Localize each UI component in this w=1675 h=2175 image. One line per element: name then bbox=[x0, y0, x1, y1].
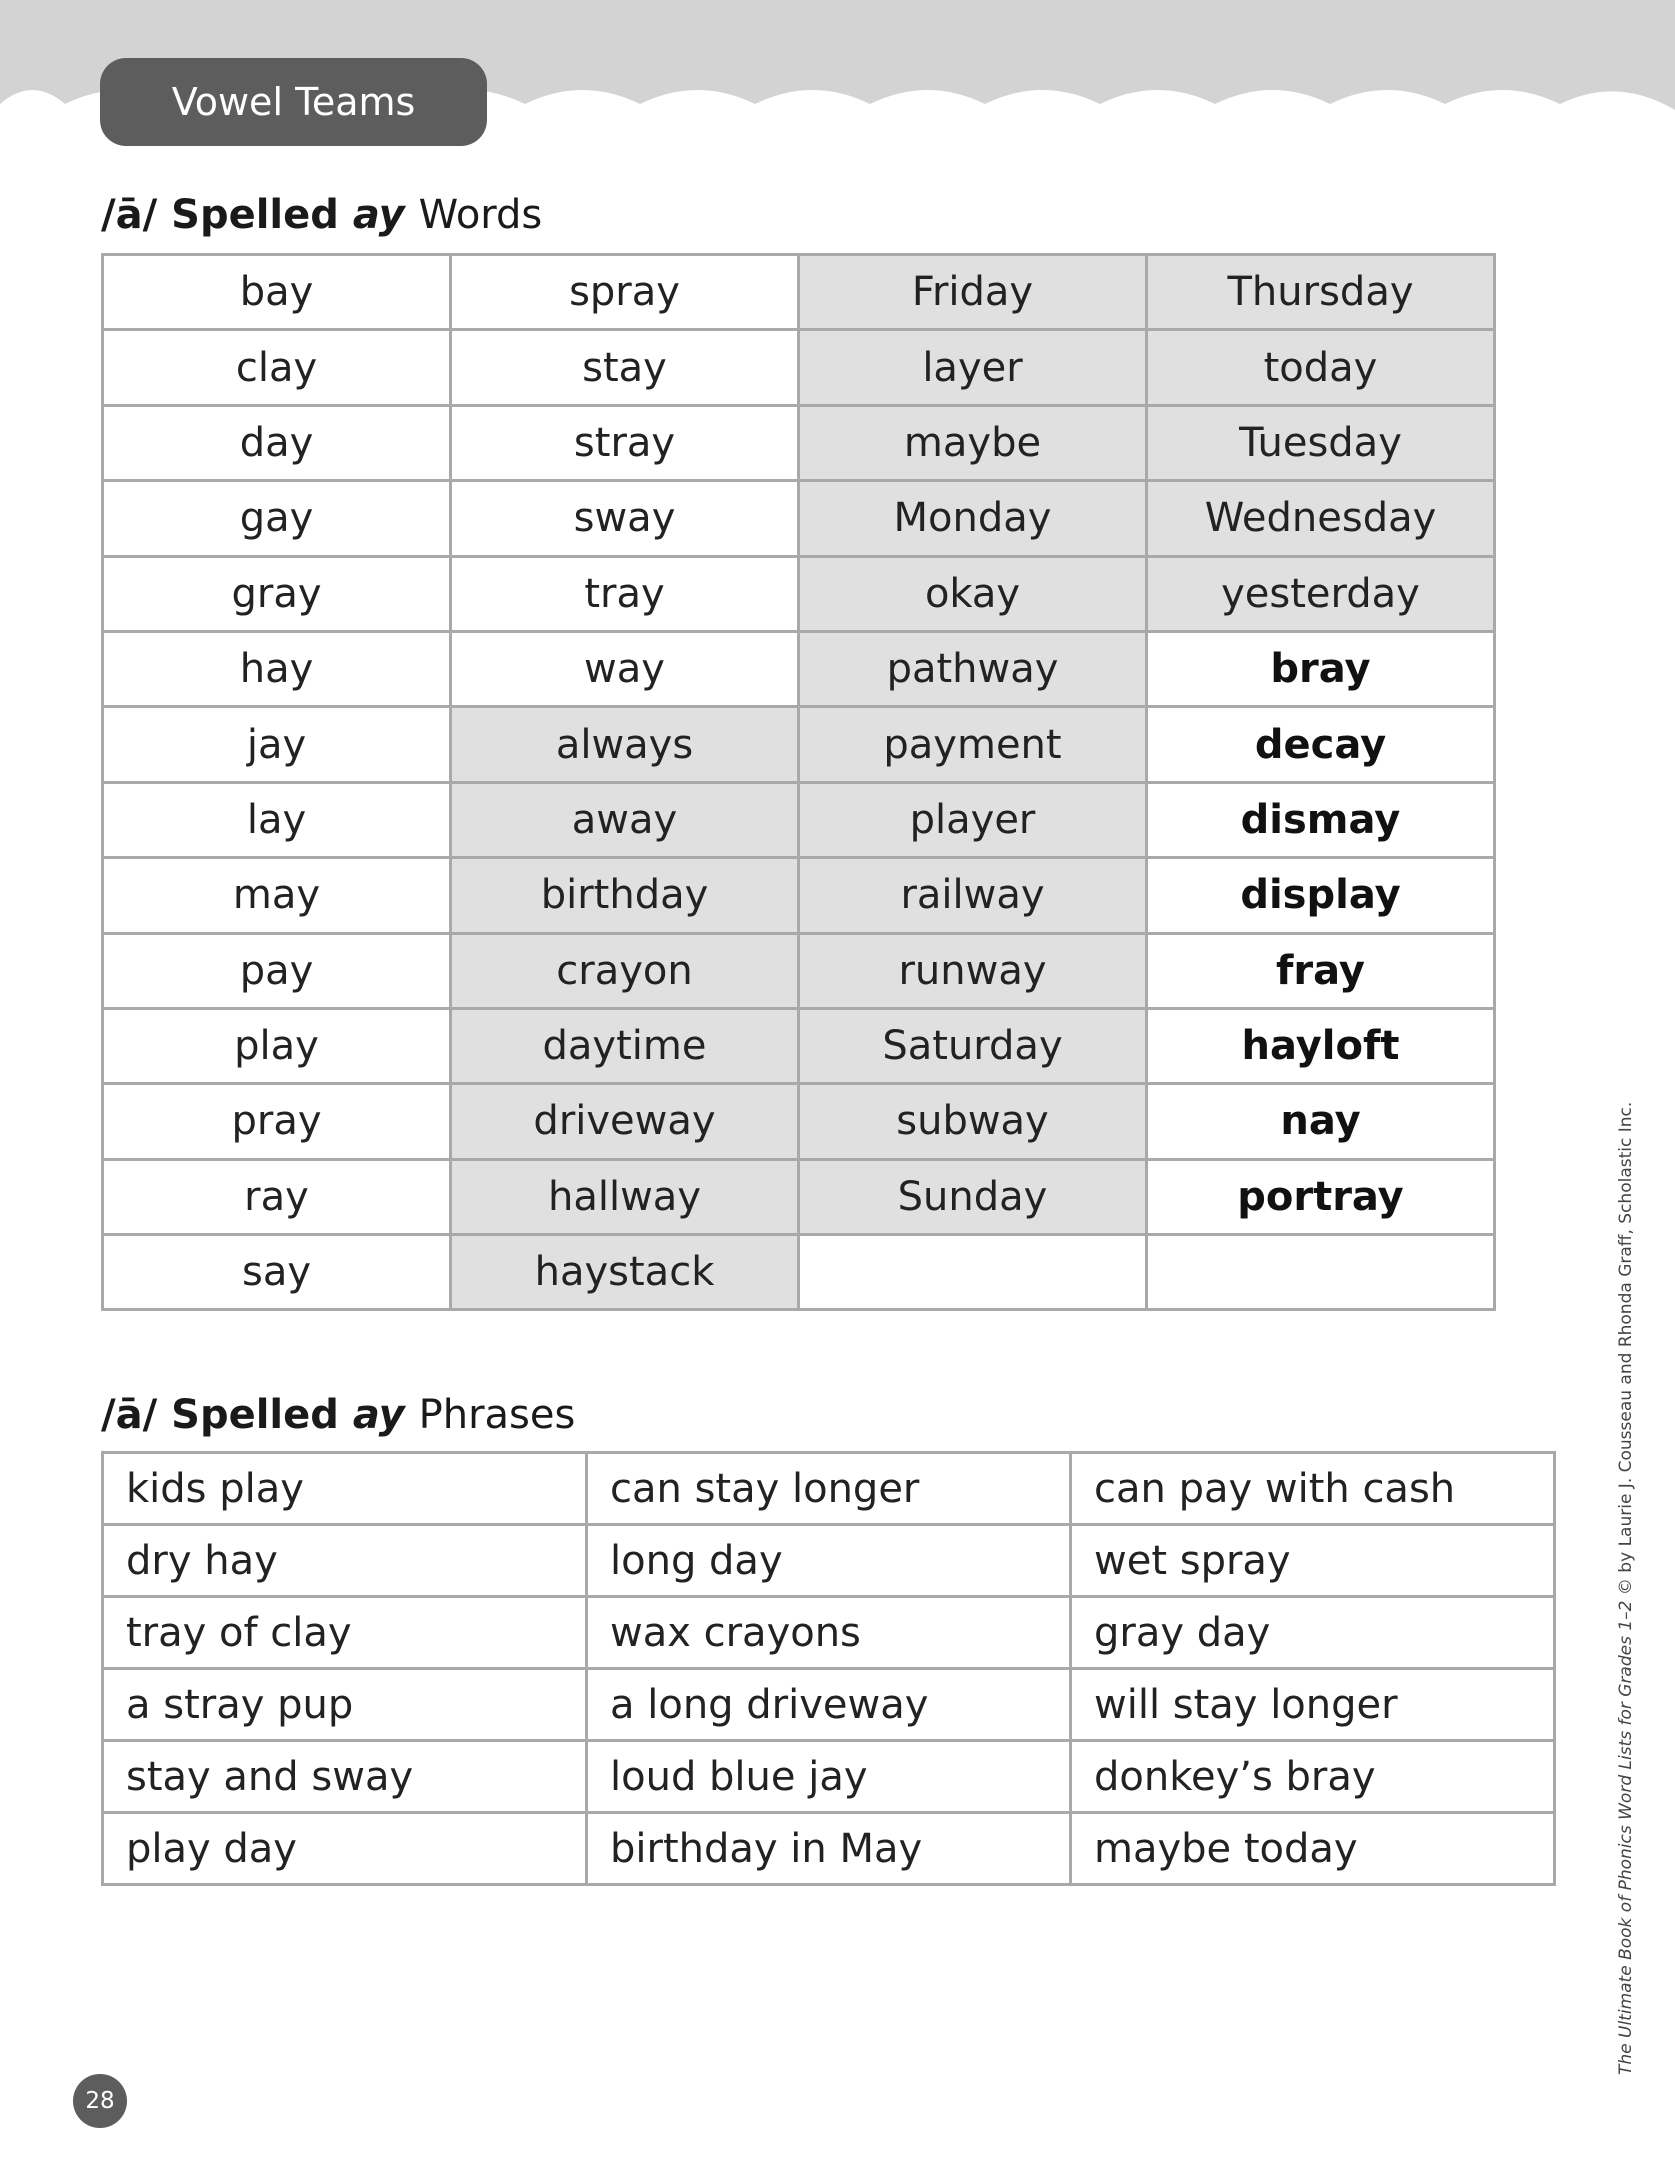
word-row bbox=[103, 255, 1495, 330]
word-cell: stay bbox=[451, 330, 799, 405]
word-cell: gray bbox=[103, 556, 451, 631]
word-cell: yesterday bbox=[1147, 556, 1495, 631]
word-cell: day bbox=[103, 405, 451, 480]
word-cell: tray bbox=[451, 556, 799, 631]
word-row bbox=[103, 330, 1495, 405]
word-cell: hallway bbox=[451, 1159, 799, 1234]
copyright-credit bbox=[1616, 1102, 1636, 2075]
word-row bbox=[103, 1084, 1495, 1159]
word-cell: payment bbox=[799, 707, 1147, 782]
word-cell: away bbox=[451, 782, 799, 857]
phrase-row bbox=[103, 1453, 1555, 1525]
word-row bbox=[103, 1235, 1495, 1310]
word-cell: Wednesday bbox=[1147, 481, 1495, 556]
word-cell: hayloft bbox=[1147, 1008, 1495, 1083]
page-number: 28 bbox=[73, 2074, 127, 2128]
phrase-cell: wax crayons bbox=[587, 1597, 1071, 1669]
word-cell: spray bbox=[451, 255, 799, 330]
phrases-heading-prefix: /ā/ Spelled bbox=[101, 1392, 339, 1438]
word-cell: decay bbox=[1147, 707, 1495, 782]
word-cell: pray bbox=[103, 1084, 451, 1159]
word-row bbox=[103, 1008, 1495, 1083]
word-cell: Thursday bbox=[1147, 255, 1495, 330]
phrase-cell: donkey’s bray bbox=[1071, 1741, 1555, 1813]
word-cell: today bbox=[1147, 330, 1495, 405]
phrase-cell: dry hay bbox=[103, 1525, 587, 1597]
word-cell: Friday bbox=[799, 255, 1147, 330]
words-heading bbox=[101, 192, 542, 238]
word-cell: haystack bbox=[451, 1235, 799, 1310]
phrase-cell: stay and sway bbox=[103, 1741, 587, 1813]
phrase-cell: wet spray bbox=[1071, 1525, 1555, 1597]
word-cell: driveway bbox=[451, 1084, 799, 1159]
word-cell: bay bbox=[103, 255, 451, 330]
phrase-cell: gray day bbox=[1071, 1597, 1555, 1669]
word-cell: crayon bbox=[451, 933, 799, 1008]
word-cell: gay bbox=[103, 481, 451, 556]
word-cell: portray bbox=[1147, 1159, 1495, 1234]
phrase-cell: play day bbox=[103, 1813, 587, 1885]
word-cell: lay bbox=[103, 782, 451, 857]
word-cell: clay bbox=[103, 330, 451, 405]
word-cell: play bbox=[103, 1008, 451, 1083]
phrase-cell: will stay longer bbox=[1071, 1669, 1555, 1741]
words-heading-suffix: Words bbox=[418, 192, 543, 238]
word-cell: Tuesday bbox=[1147, 405, 1495, 480]
phrase-cell: a long driveway bbox=[587, 1669, 1071, 1741]
phrase-cell: tray of clay bbox=[103, 1597, 587, 1669]
word-cell: layer bbox=[799, 330, 1147, 405]
word-row bbox=[103, 858, 1495, 933]
phrase-cell: a stray pup bbox=[103, 1669, 587, 1741]
phrase-cell: birthday in May bbox=[587, 1813, 1071, 1885]
phrase-cell: long day bbox=[587, 1525, 1071, 1597]
word-row bbox=[103, 933, 1495, 1008]
word-cell: subway bbox=[799, 1084, 1147, 1159]
word-cell: pay bbox=[103, 933, 451, 1008]
word-row bbox=[103, 631, 1495, 706]
word-cell: always bbox=[451, 707, 799, 782]
word-cell bbox=[799, 1235, 1147, 1310]
phrase-row bbox=[103, 1813, 1555, 1885]
words-heading-prefix: /ā/ Spelled bbox=[101, 192, 339, 238]
word-cell: Monday bbox=[799, 481, 1147, 556]
phrase-row bbox=[103, 1525, 1555, 1597]
word-cell: sway bbox=[451, 481, 799, 556]
word-cell: okay bbox=[799, 556, 1147, 631]
word-cell: player bbox=[799, 782, 1147, 857]
word-row bbox=[103, 707, 1495, 782]
word-cell: display bbox=[1147, 858, 1495, 933]
word-cell: hay bbox=[103, 631, 451, 706]
phrases-table bbox=[101, 1451, 1556, 1886]
word-cell: jay bbox=[103, 707, 451, 782]
word-row bbox=[103, 481, 1495, 556]
phrases-heading bbox=[101, 1392, 575, 1438]
word-row bbox=[103, 1159, 1495, 1234]
section-tab: Vowel Teams bbox=[100, 58, 487, 146]
word-cell: railway bbox=[799, 858, 1147, 933]
phrases-heading-pattern: ay bbox=[352, 1392, 405, 1438]
word-cell bbox=[1147, 1235, 1495, 1310]
phrase-cell: kids play bbox=[103, 1453, 587, 1525]
words-table bbox=[101, 253, 1496, 1311]
word-cell: pathway bbox=[799, 631, 1147, 706]
phrase-cell: maybe today bbox=[1071, 1813, 1555, 1885]
words-heading-pattern: ay bbox=[352, 192, 405, 238]
word-cell: dismay bbox=[1147, 782, 1495, 857]
phrase-cell: can pay with cash bbox=[1071, 1453, 1555, 1525]
word-cell: Saturday bbox=[799, 1008, 1147, 1083]
phrase-row bbox=[103, 1741, 1555, 1813]
word-cell: runway bbox=[799, 933, 1147, 1008]
word-row bbox=[103, 556, 1495, 631]
word-cell: maybe bbox=[799, 405, 1147, 480]
phrase-row bbox=[103, 1597, 1555, 1669]
phrase-row bbox=[103, 1669, 1555, 1741]
word-cell: may bbox=[103, 858, 451, 933]
word-row bbox=[103, 782, 1495, 857]
word-cell: birthday bbox=[451, 858, 799, 933]
word-cell: fray bbox=[1147, 933, 1495, 1008]
phrase-cell: loud blue jay bbox=[587, 1741, 1071, 1813]
word-cell: stray bbox=[451, 405, 799, 480]
word-cell: say bbox=[103, 1235, 451, 1310]
credit-book-title: The Ultimate Book of Phonics Word Lists for Grades 1–2 bbox=[1616, 1600, 1636, 2075]
word-cell: way bbox=[451, 631, 799, 706]
word-cell: nay bbox=[1147, 1084, 1495, 1159]
phrases-heading-suffix: Phrases bbox=[418, 1392, 576, 1438]
word-cell: daytime bbox=[451, 1008, 799, 1083]
word-row bbox=[103, 405, 1495, 480]
word-cell: bray bbox=[1147, 631, 1495, 706]
phrase-cell: can stay longer bbox=[587, 1453, 1071, 1525]
word-cell: ray bbox=[103, 1159, 451, 1234]
credit-authors: © by Laurie J. Cousseau and Rhonda Graff, Scholastic Inc. bbox=[1616, 1101, 1636, 1601]
word-cell: Sunday bbox=[799, 1159, 1147, 1234]
